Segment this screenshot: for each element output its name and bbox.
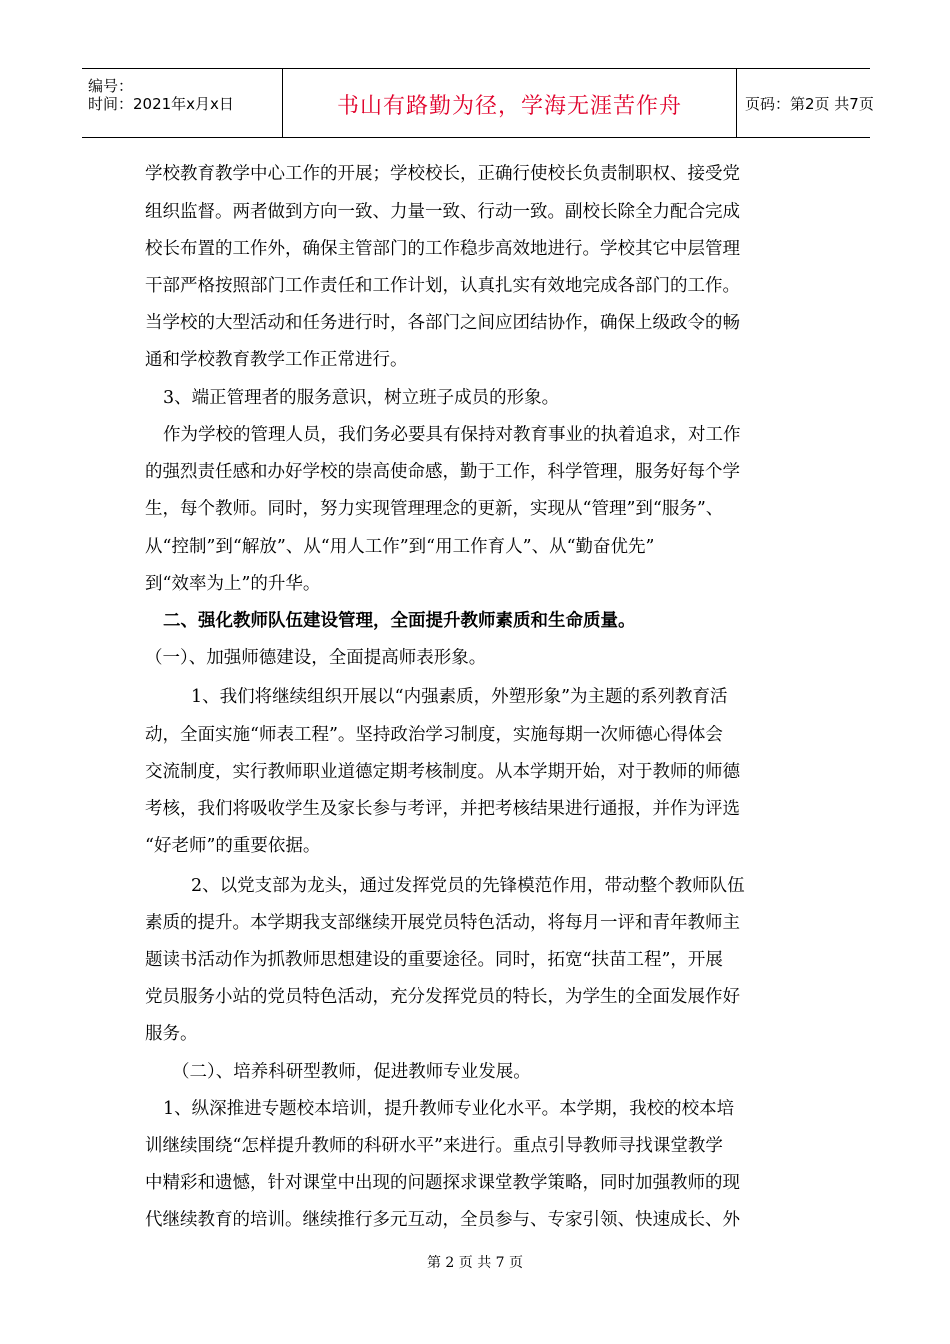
body-line: 1、我们将继续组织开展以“内强素质，外塑形象”为主题的系列教育活 — [191, 687, 728, 707]
subsection-heading: （二）、培养科研型教师，促进教师专业发展。 — [172, 1062, 531, 1082]
body-line: 的强烈责任感和办好学校的崇高使命感，勤于工作，科学管理，服务好每个学 — [145, 462, 740, 482]
header-center-cell — [283, 69, 737, 137]
section-heading: 二、强化教师队伍建设管理，全面提升教师素质和生命质量。 — [163, 611, 636, 631]
header-right-cell — [737, 69, 874, 137]
body-line: 题读书活动作为抓教师思想建设的重要途径。同时，拓宽“扶苗工程”，开展 — [145, 950, 723, 970]
body-line: 组织监督。两者做到方向一致、力量一致、行动一致。副校长除全力配合完成 — [145, 202, 740, 222]
body-line: 学校教育教学中心工作的开展；学校校长，正确行使校长负责制职权、接受党 — [145, 164, 740, 184]
body-line: 服务。 — [145, 1024, 198, 1044]
header-left-cell — [82, 69, 283, 137]
body-line: 从“控制”到“解放”、从“用人工作”到“用工作育人”、从“勤奋优先” — [145, 537, 655, 557]
body-line: 动，全面实施“师表工程”。坚持政治学习制度，实施每期一次师德心得体会 — [145, 725, 723, 745]
body-line: 中精彩和遗憾，针对课堂中出现的问题探求课堂教学策略，同时加强教师的现 — [145, 1173, 740, 1193]
body-line: 1、纵深推进专题校本培训，提升教师专业化水平。本学期，我校的校本培 — [163, 1099, 735, 1119]
body-line: 到“效率为上”的升华。 — [145, 574, 321, 594]
body-line: 生，每个教师。同时，努力实现管理理念的更新，实现从“管理”到“服务”、 — [145, 499, 724, 519]
subsection-heading: （一）、加强师德建设，全面提高师表形象。 — [145, 648, 487, 668]
body-line: 通和学校教育教学工作正常进行。 — [145, 350, 408, 370]
page-label: 页码：第2页 共7页 — [745, 95, 874, 113]
body-line: 校长布置的工作外，确保主管部门的工作稳步高效地进行。学校其它中层管理 — [145, 239, 740, 259]
body-line: 代继续教育的培训。继续推行多元互动，全员参与、专家引领、快速成长、外 — [145, 1210, 740, 1230]
serial-label: 编号： — [88, 77, 134, 95]
body-line: 交流制度，实行教师职业道德定期考核制度。从本学期开始，对于教师的师德 — [145, 762, 740, 782]
body-line: “好老师”的重要依据。 — [145, 836, 321, 856]
body-line: 2、以党支部为龙头，通过发挥党员的先锋模范作用，带动整个教师队伍 — [191, 876, 745, 896]
time-label: 时间：2021年x月x日 — [88, 95, 234, 113]
body-line: 干部严格按照部门工作责任和工作计划，认真扎实有效地完成各部门的工作。 — [145, 276, 740, 296]
body-line: 当学校的大型活动和任务进行时，各部门之间应团结协作，确保上级政令的畅 — [145, 313, 740, 333]
page-header — [82, 68, 874, 138]
body-line: 3、端正管理者的服务意识，树立班子成员的形象。 — [163, 388, 560, 408]
body-line: 党员服务小站的党员特色活动，充分发挥党员的特长，为学生的全面发展作好 — [145, 987, 740, 1007]
body-line: 素质的提升。本学期我支部继续开展党员特色活动，将每月一评和青年教师主 — [145, 913, 740, 933]
motto-text: 书山有路勤为径，学海无涯苦作舟 — [336, 94, 682, 119]
page-footer: 第 2 页 共 7 页 — [426, 1255, 524, 1271]
body-line: 训继续围绕“怎样提升教师的科研水平”来进行。重点引导教师寻找课堂教学 — [145, 1136, 723, 1156]
body-line: 考核，我们将吸收学生及家长参与考评，并把考核结果进行通报，并作为评选 — [145, 799, 740, 819]
body-line: 作为学校的管理人员，我们务必要具有保持对教育事业的执着追求，对工作 — [163, 425, 741, 445]
